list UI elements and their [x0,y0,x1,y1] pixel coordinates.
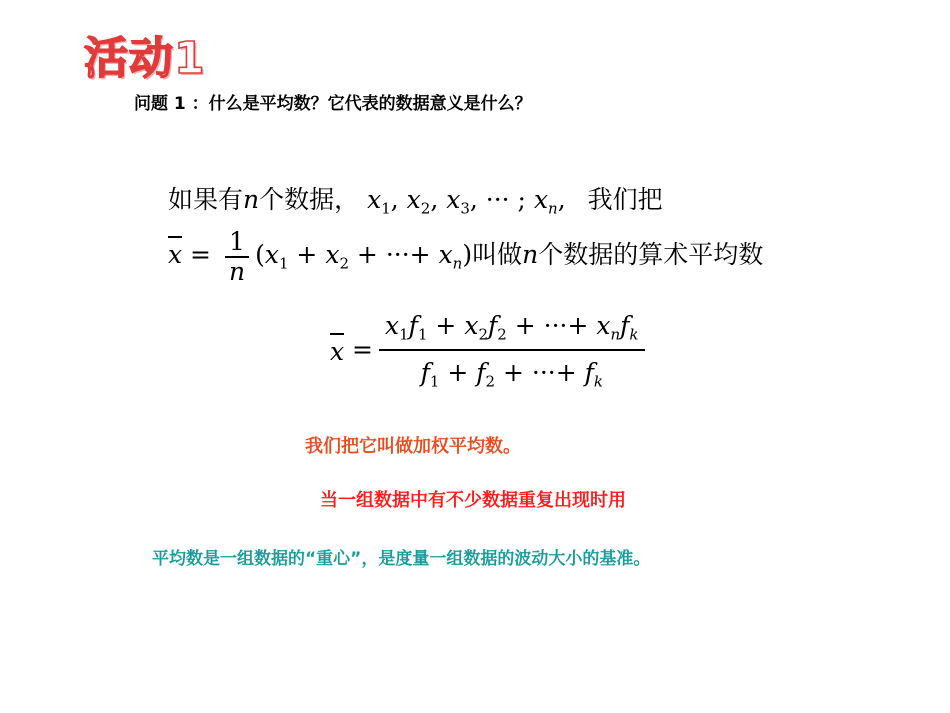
n-symbol-2: n [522,240,539,269]
usage-condition-note: 当一组数据中有不少数据重复出现时用 [320,490,626,511]
question-text: 问题 1 ：什么是平均数？它代表的数据意义是什么？ [134,94,532,114]
def-we-text: 我们把 [587,185,663,214]
n-symbol: n [243,185,260,214]
weighted-mean-formula: x = $\frac{x_1f_1 + x_2f_2 + \cdot\cdot\cdot+ x_nf_k}{f_1 + f_2 + \cdot\cdot\cdot+ f_k}$ [330,310,651,390]
weighted-mean-note: 我们把它叫做加权平均数。 [305,436,521,457]
slide-title: 活动1 [84,33,206,84]
definition-line-1 [168,180,663,217]
data-list-formula: $x_1$, $x_2$, $x_3$, ··· ; $x_n$, [367,185,566,218]
def-called-text: 叫做 [472,240,523,269]
definition-line-2 [168,228,763,285]
mean-formula: x = $\frac{1}{n}$ ($x_1 + x_2$ + ···+ $x_n$) [168,227,473,286]
mean-meaning-note: 平均数是一组数据的“重心”，是度量一组数据的波动大小的基准。 [152,549,651,569]
def-prefix: 如果有 [168,185,244,214]
def-mean-text: 个数据的算术平均数 [538,240,764,269]
def-count-text: 个数据， [259,185,360,214]
